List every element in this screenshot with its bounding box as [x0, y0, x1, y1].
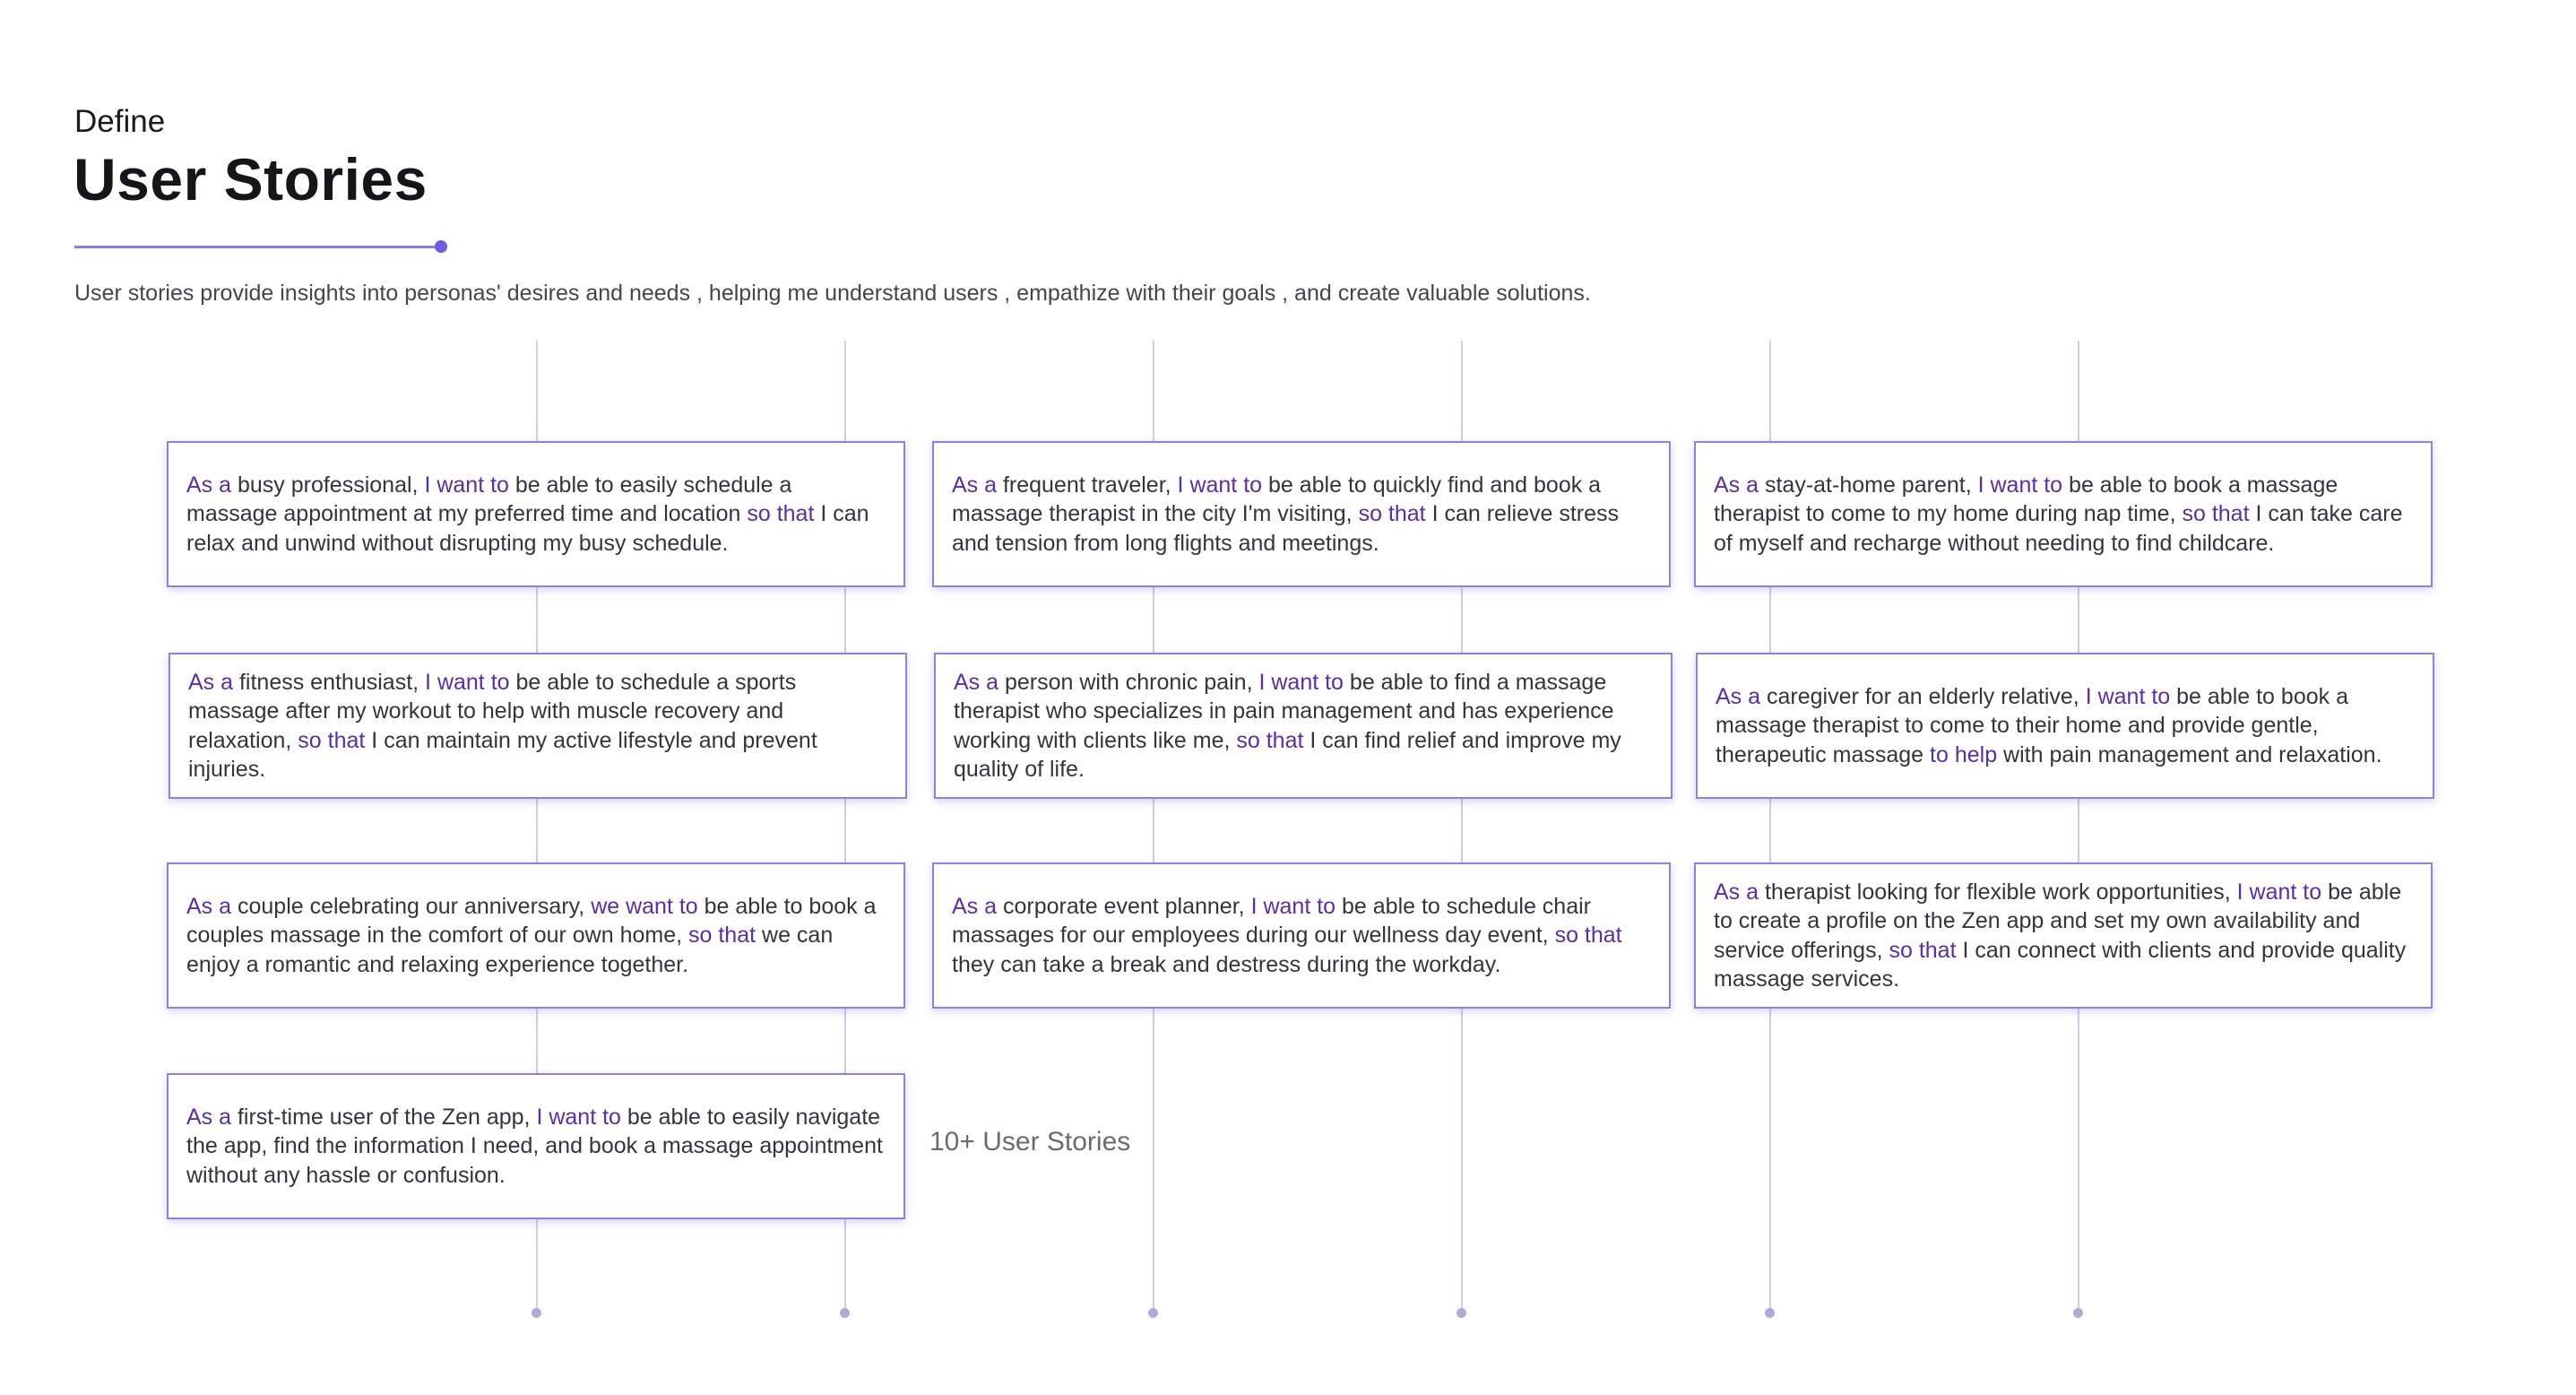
title-divider	[74, 246, 442, 248]
story-card-frequent-traveler	[932, 441, 1671, 587]
story-text: As a fitness enthusiast, I want to be able to schedule a sports massage after my workout to help with muscle recovery and relaxation, so that I can maintain my active lifestyle and prevent injuries.	[188, 669, 817, 782]
story-text: As a stay-at-home parent, I want to be able to book a massage therapist to come to my home during nap time, so that I can take care of myself and recharge without needing to find childcare.	[1714, 472, 2403, 556]
story-text: As a therapist looking for flexible work opportunities, I want to be able to create a profile on the Zen app and set my own availability and service offerings, so that I can connect with clients and provide quality massage services.	[1714, 879, 2407, 992]
story-text: As a frequent traveler, I want to be able to quickly find and book a massage therapist in the city I'm visiting, so that I can relieve stress and tension from long flights and meetings.	[952, 472, 1619, 556]
story-card-therapist	[1694, 862, 2433, 1009]
page-title: User Stories	[73, 146, 428, 212]
story-card-busy-professional	[167, 441, 905, 587]
timeline-end-dot	[840, 1308, 850, 1318]
timeline-end-dot	[2073, 1308, 2083, 1318]
story-card-first-time-user	[167, 1073, 905, 1219]
divider-dot	[435, 240, 447, 253]
page-eyebrow: Define	[74, 104, 166, 139]
more-stories-label: 10+ User Stories	[929, 1127, 1131, 1157]
story-card-event-planner	[932, 862, 1671, 1009]
story-card-fitness-enthusiast	[169, 653, 907, 799]
story-text: As a busy professional, I want to be able to easily schedule a massage appointment at my preferred time and location so that I can relax and unwind without disrupting my busy schedule.	[186, 472, 869, 556]
intro-text: User stories provide insights into personas' desires and needs , helping me understand users , empathize with their goals , and create valuable solutions.	[74, 281, 1591, 306]
story-text: As a first-time user of the Zen app, I want to be able to easily navigate the app, find the information I need, and book a massage appointment without any hassle or confusion.	[186, 1104, 883, 1188]
story-card-chronic-pain	[934, 653, 1673, 799]
story-text: As a person with chronic pain, I want to be able to find a massage therapist who specializes in pain management and has experience working with clients like me, so that I can find relief and improve my quality of life.	[954, 669, 1621, 782]
story-text: As a corporate event planner, I want to be able to schedule chair massages for our employees during our wellness day event, so that they can take a break and destress during the workday.	[952, 893, 1622, 977]
timeline-end-dot	[1148, 1308, 1158, 1318]
story-card-stay-at-home-parent	[1694, 441, 2433, 587]
timeline-end-dot	[1457, 1308, 1466, 1318]
story-card-couple	[167, 862, 905, 1009]
story-text: As a couple celebrating our anniversary, we want to be able to book a couples massage in the comfort of our own home, so that we can enjoy a romantic and relaxing experience together.	[186, 893, 877, 977]
story-text: As a caregiver for an elderly relative, I want to be able to book a massage therapist to come to their home and provide gentle, therapeutic massage to help with pain management and relaxation.	[1716, 683, 2382, 767]
story-card-caregiver	[1696, 653, 2434, 799]
timeline-end-dot	[1765, 1308, 1775, 1318]
timeline-end-dot	[532, 1308, 541, 1318]
